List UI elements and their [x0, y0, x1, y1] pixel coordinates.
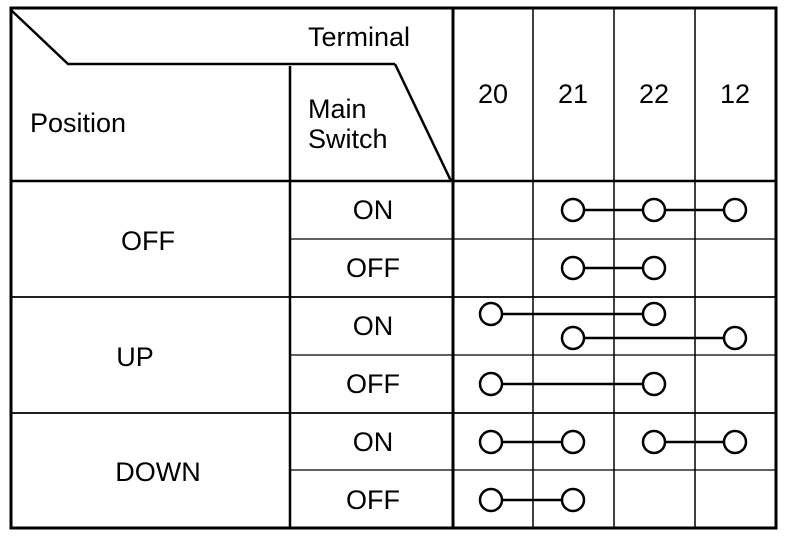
terminal-label: Terminal [308, 22, 411, 52]
terminal-node-12 [724, 327, 746, 349]
terminal-node-20 [480, 489, 502, 511]
switch-state-up-on: ON [352, 311, 394, 341]
terminal-node-21 [562, 327, 584, 349]
terminal-header-20: 20 [477, 79, 509, 109]
terminal-node-20 [480, 431, 502, 453]
terminal-node-20 [480, 373, 502, 395]
terminal-node-22 [643, 431, 665, 453]
terminal-header-22: 22 [638, 79, 670, 109]
position-up-label: UP [116, 342, 154, 372]
header-diagonal-right [395, 64, 451, 181]
switch-state-off-off: OFF [346, 253, 400, 283]
switch-state-up-off: OFF [346, 369, 400, 399]
terminal-node-12 [724, 199, 746, 221]
terminal-node-21 [562, 489, 584, 511]
terminal-node-21 [562, 431, 584, 453]
terminal-node-22 [643, 303, 665, 325]
terminal-node-22 [643, 257, 665, 279]
position-down-label: DOWN [115, 457, 201, 487]
main-switch-label-line2: Switch [308, 124, 388, 154]
terminal-node-21 [562, 257, 584, 279]
terminal-header-12: 12 [719, 79, 751, 109]
terminal-node-22 [643, 199, 665, 221]
switch-state-off-on: ON [352, 195, 394, 225]
terminal-node-20 [480, 303, 502, 325]
position-label: Position [30, 108, 127, 138]
terminal-node-22 [643, 373, 665, 395]
terminal-node-21 [562, 199, 584, 221]
switch-state-down-on: ON [352, 427, 394, 457]
terminal-header-21: 21 [557, 79, 589, 109]
terminal-node-12 [724, 431, 746, 453]
main-switch-label-line1: Main [308, 94, 367, 124]
switch-state-down-off: OFF [346, 485, 400, 515]
position-off-label: OFF [121, 226, 175, 256]
